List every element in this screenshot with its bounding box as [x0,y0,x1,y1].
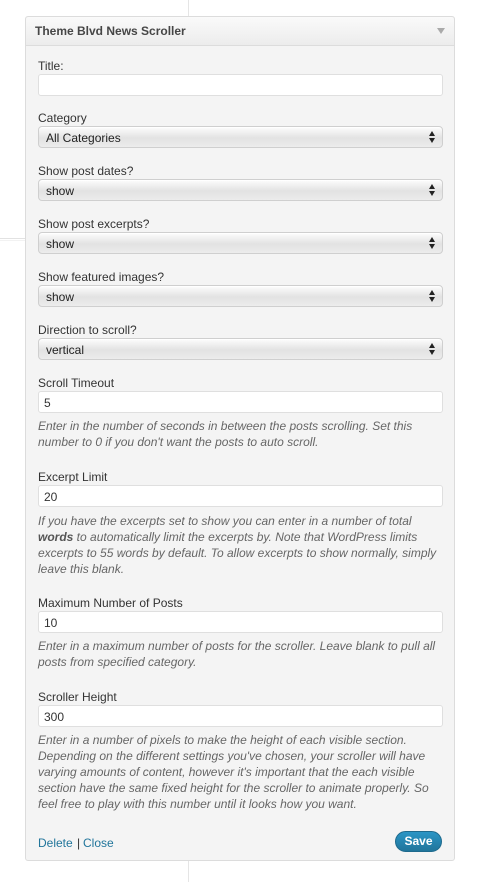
timeout-input[interactable]: 5 [38,391,443,413]
select-arrows-icon [429,184,437,197]
delete-link[interactable]: Delete [38,836,73,850]
background-rule [0,238,26,239]
select-arrows-icon [429,131,437,144]
background-rule-shadow [0,240,26,241]
excerpt-limit-label: Excerpt Limit [38,470,108,484]
height-label: Scroller Height [38,690,117,704]
widget-header[interactable] [26,17,454,46]
max-posts-label: Maximum Number of Posts [38,596,183,610]
caret-down-icon[interactable] [437,28,445,34]
excerpt-desc-text: If you have the excerpts set to show you can enter in a number of total [38,514,412,528]
excerpt-limit-input[interactable]: 20 [38,485,443,507]
show-excerpts-select[interactable] [38,232,443,254]
excerpt-desc-bold: words [38,530,74,544]
select-arrows-icon [429,237,437,250]
direction-select-value: vertical [46,343,85,357]
category-label: Category [38,111,87,125]
max-posts-input[interactable]: 10 [38,611,443,633]
timeout-label: Scroll Timeout [38,376,115,390]
show-excerpts-label: Show post excerpts? [38,217,150,231]
show-dates-select-value: show [46,184,75,198]
timeout-description: Enter in the number of seconds in between the posts scrolling. Set this number to 0 if you don't want the posts to auto scroll. [38,419,413,449]
height-input[interactable]: 300 [38,705,443,727]
height-description: Enter in a number of pixels to make the height of each visible section. Depending on the different settings you've chosen, your scroller will have varying amounts of content, however it's important that the each visible section have the same fixed height for the scroller to animate properly. So feel free to play with this number until it looks how you want. [38,733,429,811]
save-button[interactable]: Save [395,831,442,852]
show-dates-select[interactable] [38,179,443,201]
select-arrows-icon [429,290,437,303]
show-dates-label: Show post dates? [38,164,134,178]
show-excerpts-select-value: show [46,237,75,251]
category-select[interactable] [38,126,443,148]
title-input[interactable] [38,74,443,96]
category-select-value: All Categories [46,131,121,145]
direction-label: Direction to scroll? [38,323,137,337]
widget-title: Theme Blvd News Scroller [35,24,186,38]
max-posts-description: Enter in a maximum number of posts for the scroller. Leave blank to pull all posts from specified category. [38,639,436,669]
select-arrows-icon [429,343,437,356]
show-images-label: Show featured images? [38,270,165,284]
footer-separator: | [77,836,81,850]
close-link[interactable]: Close [83,836,114,850]
widget-panel [25,16,455,861]
show-images-select-value: show [46,290,75,304]
direction-select[interactable] [38,338,443,360]
show-images-select[interactable] [38,285,443,307]
title-label: Title: [38,59,64,73]
excerpt-limit-description [38,513,448,577]
excerpt-desc-text-end: to automatically limit the excerpts by. Note that WordPress limits excerpts to 55 words by default. To allow excerpts to show normally, simply leave this blank. [38,530,437,576]
